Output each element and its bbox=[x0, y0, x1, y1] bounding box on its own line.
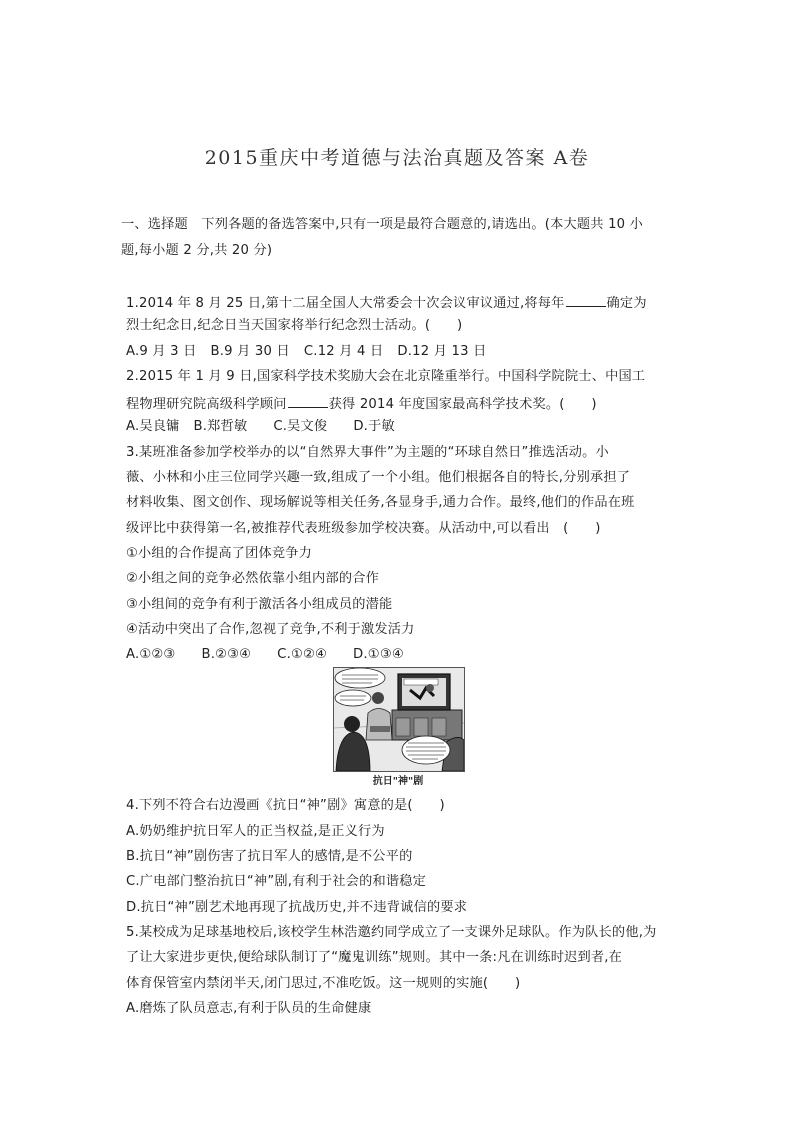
q3-stem-line4: 级评比中获得第一名,被推荐代表班级参加学校决赛。从活动中,可以看出 ( ) bbox=[126, 521, 601, 536]
q1-stem-before-blank: 1.2014 年 8 月 25 日,第十二届全国人大常委会十次会议审议通过,将每年 bbox=[126, 296, 565, 311]
q4-option-b: B.抗日“神”剧伤害了抗日军人的感情,是不公平的 bbox=[126, 849, 413, 864]
q3-statement-1: ①小组的合作提高了团体竞争力 bbox=[126, 546, 313, 561]
q1-option-b: B.9 月 30 日 bbox=[210, 344, 290, 359]
q5-stem-line3: 体育保管室内禁闭半天,闭门思过,不准吃饭。这一规则的实施( ) bbox=[126, 976, 521, 991]
q2-stem-after-blank: 获得 2014 年度国家最高科学技术奖。( ) bbox=[328, 397, 597, 412]
q1-stem-line2: 烈士纪念日,纪念日当天国家将举行纪念烈士活动。( ) bbox=[126, 318, 463, 333]
q3-stem-line2: 薇、小林和小庄三位同学兴趣一致,组成了一个小组。他们根据各自的特长,分别承担了 bbox=[126, 470, 631, 485]
q1-stem-after-blank: 确定为 bbox=[606, 296, 647, 311]
q1-stem-line1 bbox=[126, 292, 647, 313]
q2-stem-line2 bbox=[126, 393, 597, 414]
q1-blank bbox=[566, 292, 606, 307]
q2-stem-before-blank: 程物理研究院高级科学顾问 bbox=[126, 397, 287, 412]
q2-option-b: B.郑哲敏 bbox=[193, 419, 248, 434]
q5-stem-line1: 5.某校成为足球基地校后,该校学生林浩邀约同学成立了一支课外足球队。作为队长的他,为 bbox=[126, 925, 657, 940]
q1-option-d: D.12 月 13 日 bbox=[397, 344, 487, 359]
q4-option-c: C.广电部门整治抗日“神”剧,有利于社会的和谐稳定 bbox=[126, 874, 427, 889]
q2-stem-line1: 2.2015 年 1 月 9 日,国家科学技术奖励大会在北京隆重举行。中国科学院院士、中国工 bbox=[126, 369, 646, 384]
q3-statement-3: ③小组间的竞争有利于激活各小组成员的潜能 bbox=[126, 597, 393, 612]
q3-statement-2: ②小组之间的竞争必然依靠小组内部的合作 bbox=[126, 571, 379, 586]
q3-stem-line3: 材料收集、图文创作、现场解说等相关任务,各显身手,通力合作。最终,他们的作品在班 bbox=[126, 495, 635, 510]
q2-options bbox=[126, 418, 395, 436]
q4-option-d: D.抗日“神”剧艺术地再现了抗战历史,并不违背诚信的要求 bbox=[126, 900, 468, 915]
q1-options bbox=[126, 343, 486, 361]
q3-statement-4: ④活动中突出了合作,忽视了竞争,不利于激发活力 bbox=[126, 622, 415, 637]
q3-option-a: A.①②③ bbox=[126, 647, 176, 662]
q5-option-a: A.磨炼了队员意志,有利于队员的生命健康 bbox=[126, 1001, 372, 1016]
q1-option-a: A.9 月 3 日 bbox=[126, 344, 197, 359]
q4-option-a: A.奶奶维护抗日军人的正当权益,是正义行为 bbox=[126, 824, 385, 839]
cartoon-image bbox=[333, 667, 465, 772]
q4-stem: 4.下列不符合右边漫画《抗日“神”剧》寓意的是( ) bbox=[126, 798, 445, 813]
q2-option-a: A.吴良镛 bbox=[126, 419, 180, 434]
cartoon-caption: 抗日"神"剧 bbox=[372, 776, 424, 787]
q5-stem-line2: 了让大家进步更快,便给球队制订了“魔鬼训练”规则。其中一条:凡在训练时迟到者,在 bbox=[126, 950, 623, 965]
section-heading-line1: 一、选择题 下列各题的备选答案中,只有一项是最符合题意的,请选出。(本大题共 10 小 bbox=[121, 217, 644, 232]
section-heading-line2: 题,每小题 2 分,共 20 分) bbox=[121, 243, 273, 258]
document-title: 2015重庆中考道德与法治真题及答案 A卷 bbox=[204, 147, 590, 169]
q3-option-c: C.①②④ bbox=[277, 647, 328, 662]
q1-option-c: C.12 月 4 日 bbox=[303, 344, 384, 359]
q3-option-d: D.①③④ bbox=[353, 647, 404, 662]
q2-blank bbox=[288, 393, 328, 408]
q3-option-b: B.②③④ bbox=[201, 647, 252, 662]
q2-option-c: C.吴文俊 bbox=[273, 419, 328, 434]
q3-stem-line1: 3.某班准备参加学校举办的以“自然界大事件”为主题的“环球自然日”推选活动。小 bbox=[126, 445, 609, 460]
q3-options bbox=[126, 646, 404, 664]
q2-option-d: D.于敏 bbox=[353, 419, 395, 434]
